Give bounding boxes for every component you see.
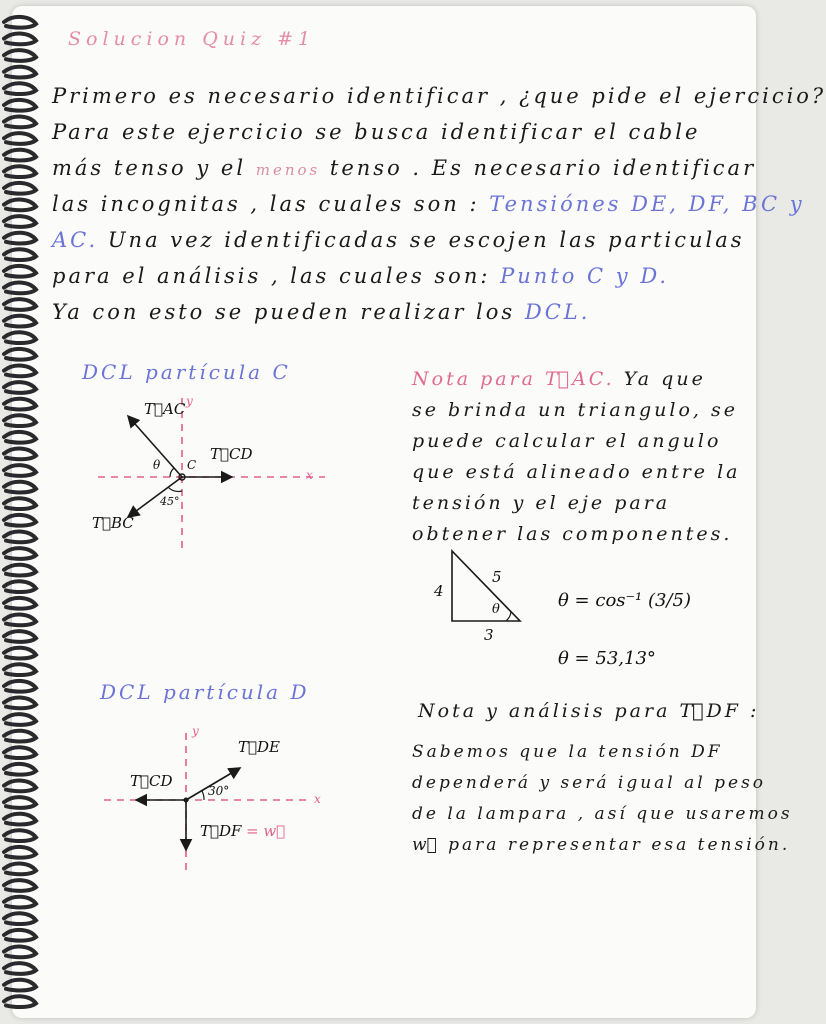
triangle-diagram	[440, 545, 540, 635]
theta-arc-c	[170, 468, 174, 477]
spiral-coil	[4, 83, 36, 94]
unknowns-list: Tensiónes DE, DF, BC y	[489, 192, 805, 216]
spiral-coil	[4, 349, 36, 360]
dcl-word: DCL.	[524, 300, 591, 324]
dcl-c-y-label: y	[186, 394, 193, 408]
unknowns-list-end: AC.	[52, 228, 99, 252]
spiral-coil	[4, 731, 36, 742]
note-ac-line: puede calcular el angulo	[412, 430, 722, 452]
intro-line-7	[52, 300, 742, 336]
intro-line-3-faint: menos	[255, 161, 321, 179]
intro-line-4	[52, 192, 805, 228]
spiral-coil	[4, 980, 36, 991]
theta-formula: θ = cos⁻¹ (3/5)	[558, 590, 691, 611]
angle-arc-c	[168, 487, 182, 492]
note-df-line: Sabemos que la tensión DF	[412, 742, 723, 762]
spiral-coil	[4, 515, 36, 526]
spiral-coil	[4, 830, 36, 841]
note-df-line: dependerá y será igual al peso	[412, 773, 767, 793]
note-ac-line: obtener las componentes.	[412, 523, 733, 545]
t-cd-label-c: T⃗CD	[210, 445, 253, 463]
spiral-coil	[4, 415, 36, 426]
spiral-coil	[4, 930, 36, 941]
dcl-d-x-label: x	[314, 792, 321, 806]
spiral-coil	[4, 166, 36, 177]
spiral-coil	[4, 283, 36, 294]
spiral-coil	[4, 366, 36, 377]
note-ac-line: que está alineado entre la	[412, 461, 741, 483]
intro-line-2: Para este ejercicio se busca identificar el cable	[52, 120, 701, 144]
spiral-coil	[4, 581, 36, 592]
spiral-coil	[4, 814, 36, 825]
spiral-coil	[4, 996, 36, 1007]
spiral-coil	[4, 34, 36, 45]
spiral-coil	[4, 864, 36, 875]
spiral-coil	[4, 631, 36, 642]
spiral-coil	[4, 913, 36, 924]
triangle-side-5: 5	[492, 568, 502, 586]
spiral-coil	[4, 299, 36, 310]
spiral-coil	[4, 648, 36, 659]
note-df	[418, 700, 759, 742]
spiral-coil	[4, 266, 36, 277]
spiral-binding	[0, 0, 48, 1024]
page-title: Solucion Quiz #1	[68, 28, 316, 50]
t-ac-label: T⃗AC	[144, 400, 186, 418]
intro-line-6	[52, 264, 742, 300]
dcl-d-y-label: y	[192, 724, 199, 738]
dcl-c-x-label: x	[306, 468, 313, 482]
spiral-coil	[4, 963, 36, 974]
spiral-coil	[4, 100, 36, 111]
spiral-coil	[4, 133, 36, 144]
intro-line-3	[52, 156, 757, 192]
spiral-coil	[4, 548, 36, 559]
point-d-dot	[184, 798, 189, 803]
note-ac-line: se brinda un triangulo, se	[412, 399, 738, 421]
angle-30-label: 30°	[208, 784, 230, 798]
triangle-side-3: 3	[484, 626, 494, 644]
triangle-theta: θ	[492, 602, 500, 617]
spiral-coil	[4, 781, 36, 792]
spiral-coil	[4, 764, 36, 775]
intro-line-5a: Una vez identificadas se escojen las particulas	[98, 228, 745, 252]
intro-line-6a: para el análisis , las cuales son:	[52, 264, 501, 288]
intro-paragraph	[52, 84, 826, 336]
note-df-body	[412, 742, 793, 866]
spiral-coil	[4, 664, 36, 675]
spiral-coil	[4, 465, 36, 476]
intro-line-1: Primero es necesario identificar , ¿que pide el ejercicio?	[52, 84, 826, 108]
note-ac	[412, 368, 741, 554]
note-df-line: de la lampara , así que usaremos	[412, 804, 793, 824]
t-bc-label: T⃗BC	[92, 514, 134, 532]
dcl-d-heading: DCL partícula D	[100, 680, 310, 704]
note-df-line: w⃗ para representar esa tensión.	[412, 835, 791, 855]
spiral-coil	[4, 897, 36, 908]
theta-label-c: θ	[153, 458, 161, 472]
spiral-coil	[4, 681, 36, 692]
particles-list: Punto C y D.	[500, 264, 670, 288]
spiral-coil	[4, 498, 36, 509]
spiral-coil	[4, 332, 36, 343]
dcl-d-diagram	[100, 725, 330, 875]
note-ac-heading-rest: Ya que	[614, 368, 706, 390]
t-df-label: T⃗DF	[200, 822, 242, 840]
intro-line-3b: tenso . Es necesario identificar	[320, 156, 757, 180]
spiral-coil	[4, 382, 36, 393]
spiral-coil	[4, 17, 36, 28]
spiral-coil	[4, 532, 36, 543]
spiral-coil	[4, 947, 36, 958]
angle-45-label: 45°	[160, 495, 180, 508]
t-cd-label-d: T⃗CD	[130, 772, 173, 790]
note-ac-heading-line	[412, 368, 741, 399]
spiral-coil	[4, 847, 36, 858]
equals-w-label: = w⃗	[246, 822, 286, 840]
spiral-coil	[4, 714, 36, 725]
intro-line-7a: Ya con esto se pueden realizar los	[52, 300, 525, 324]
spiral-coil	[4, 316, 36, 327]
spiral-coil	[4, 598, 36, 609]
spiral-coil	[4, 67, 36, 78]
t-de-label: T⃗DE	[238, 738, 280, 756]
spiral-coil	[4, 797, 36, 808]
spiral-coil	[4, 200, 36, 211]
spiral-coil	[4, 880, 36, 891]
intro-line-4a: las incognitas , las cuales son :	[52, 192, 490, 216]
spiral-coil	[4, 399, 36, 410]
spiral-coil	[4, 747, 36, 758]
dcl-c-diagram	[90, 390, 330, 560]
note-ac-heading: Nota para T⃗AC.	[412, 368, 615, 390]
triangle-side-4: 4	[434, 582, 444, 600]
spiral-coil	[4, 565, 36, 576]
spiral-coil	[4, 615, 36, 626]
spiral-coil	[4, 183, 36, 194]
spiral-coil	[4, 698, 36, 709]
intro-line-3a: más tenso y el	[52, 156, 256, 180]
spiral-coil	[4, 117, 36, 128]
theta-result: θ = 53,13°	[558, 648, 656, 669]
angle-arc-d	[202, 791, 204, 800]
spiral-coil	[4, 449, 36, 460]
spiral-coil	[4, 249, 36, 260]
note-df-heading: Nota y análisis para T⃗DF :	[418, 700, 760, 722]
spiral-coil	[4, 150, 36, 161]
point-c-label: C	[187, 458, 197, 472]
spiral-coil	[4, 216, 36, 227]
note-ac-line: tensión y el eje para	[412, 492, 671, 514]
spiral-coil	[4, 233, 36, 244]
spiral-coil	[4, 432, 36, 443]
spiral-coil	[4, 482, 36, 493]
dcl-c-heading: DCL partícula C	[82, 360, 291, 384]
intro-line-5	[52, 228, 745, 264]
spiral-coil	[4, 50, 36, 61]
